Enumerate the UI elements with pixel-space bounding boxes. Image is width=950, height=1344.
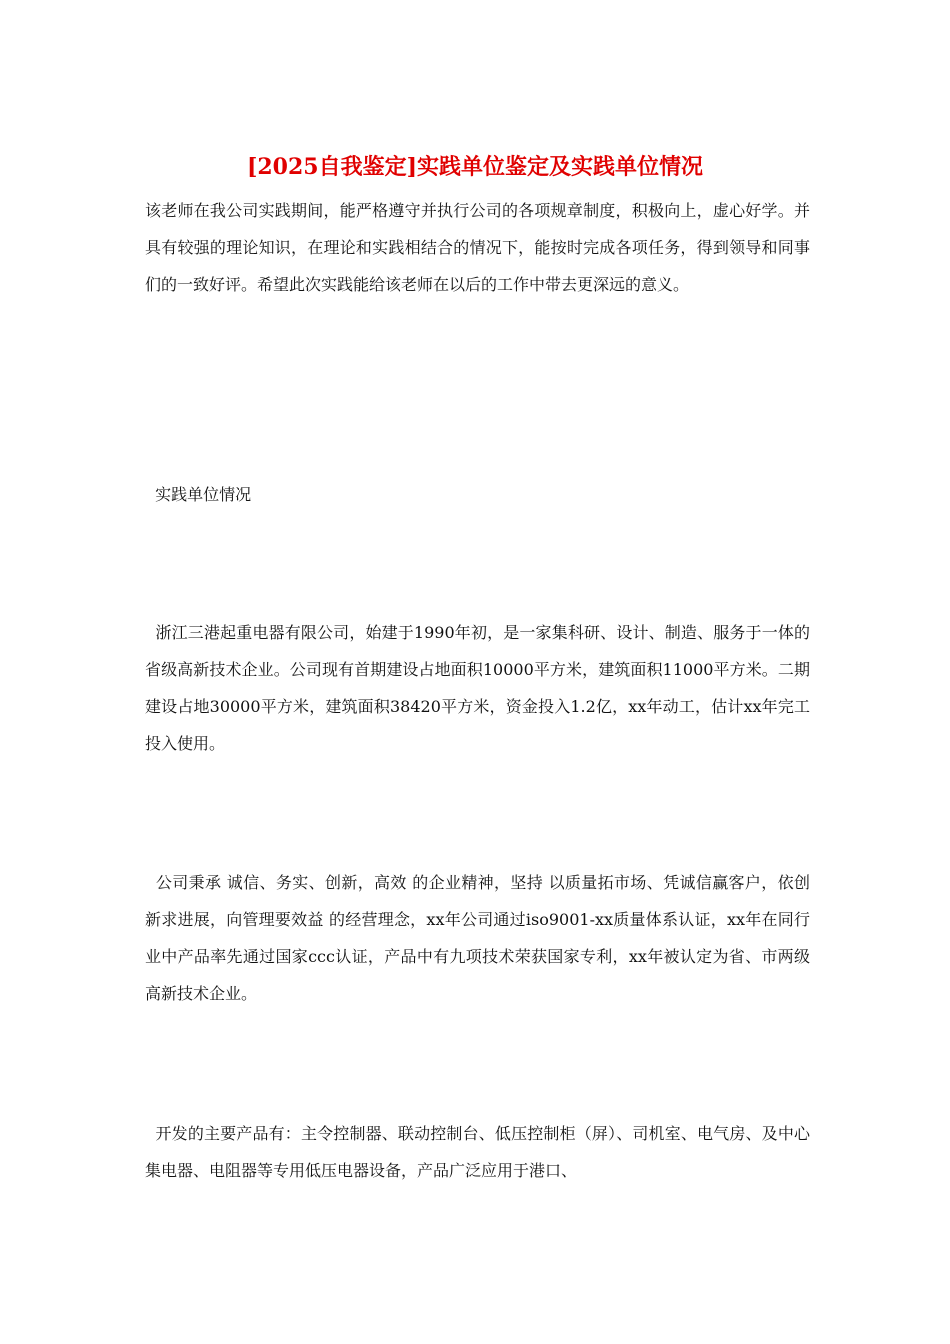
paragraph-products: 开发的主要产品有：主令控制器、联动控制台、低压控制柜（屏）、司机室、电气房、及中心集电器、电阻器等专用低压电器设备，产品广泛应用于港口、	[145, 1124, 810, 1180]
section-heading: 实践单位情况	[145, 485, 252, 504]
paragraph-appraisal: 该老师在我公司实践期间，能严格遵守并执行公司的各项规章制度，积极向上，虚心好学。并具有较强的理论知识，在理论和实践相结合的情况下，能按时完成各项任务，得到领导和同事们的一致好评。希望此次实践能给该老师在以后的工作中带去更深远的意义。	[145, 201, 810, 294]
paragraph-company-philosophy: 公司秉承 诚信、务实、创新，高效 的企业精神，坚持 以质量拓市场、凭诚信赢客户，依创新求进展，向管理要效益 的经营理念，xx年公司通过iso9001-xx质量体系认证，xx年在同行业中产品率先通过国家ccc认证，产品中有九项技术荣获国家专利，xx年被认定为省、市两级高新技术企业。	[145, 873, 811, 1003]
paragraph-company-intro: 浙江三港起重电器有限公司，始建于1990年初，是一家集科研、设计、制造、服务于一体的省级高新技术企业。公司现有首期建设占地面积10000平方米，建筑面积11000平方米。二期建设占地30000平方米，建筑面积38420平方米，资金投入1.2亿，xx年动工，估计xx年完工投入使用。	[145, 623, 810, 753]
document-title: [2025自我鉴定]实践单位鉴定及实践单位情况	[246, 154, 704, 180]
